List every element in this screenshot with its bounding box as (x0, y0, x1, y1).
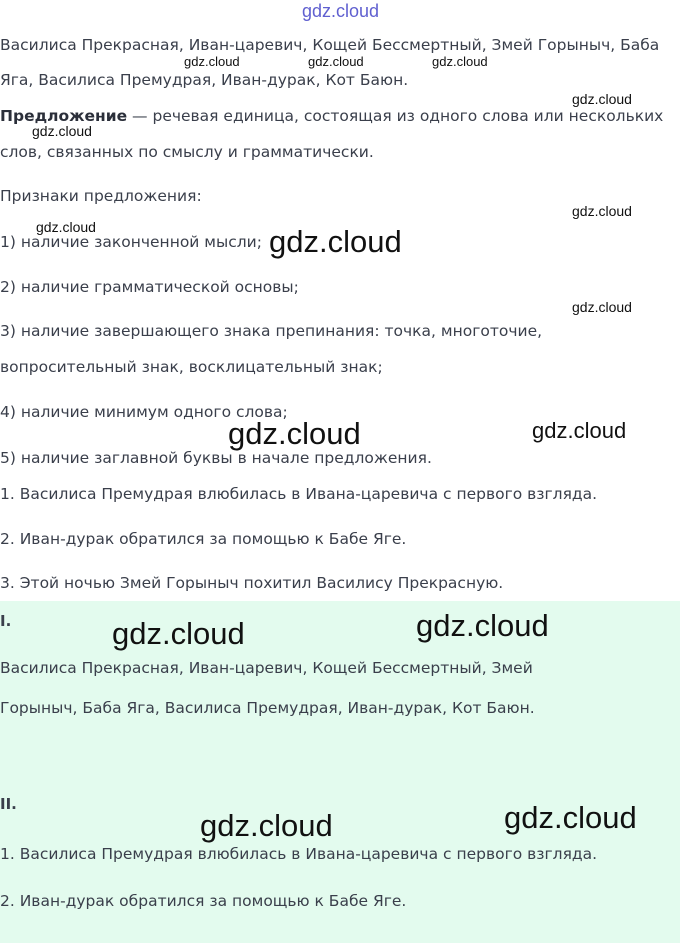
sign-item: вопросительный знак, восклицательный знак; (0, 358, 383, 376)
answer-part1-line-2: Горыныч, Баба Яга, Василиса Премудрая, Иван-дурак, Кот Баюн. (0, 699, 535, 717)
sign-item: 1) наличие законченной мысли; (0, 233, 262, 251)
watermark: gdz.cloud (504, 800, 637, 835)
watermark: gdz.cloud (416, 608, 549, 643)
sentence-item: 2. Иван-дурак обратился за помощью к Бабе Яге. (0, 530, 407, 548)
watermark: gdz.cloud (269, 224, 402, 259)
answer-part2-label: II. (0, 795, 17, 813)
intro-line-2: Яга, Василиса Премудрая, Иван-дурак, Кот Баюн. (0, 71, 409, 89)
sign-item: 3) наличие завершающего знака препинания: точка, многоточие, (0, 322, 543, 340)
watermark: gdz.cloud (532, 418, 627, 443)
answer-part2-item: 1. Василиса Премудрая влюбилась в Ивана-царевича с первого взгляда. (0, 845, 598, 863)
watermark-top: gdz.cloud (302, 1, 380, 21)
sentence-item: 1. Василиса Премудрая влюбилась в Ивана-царевича с первого взгляда. (0, 485, 598, 503)
answer-part1-label: I. (0, 612, 12, 630)
watermark: gdz.cloud (184, 54, 240, 69)
answer-section (0, 601, 680, 943)
definition-text: — речевая единица, состоящая из одного слова или нескольких (127, 107, 664, 125)
watermark: gdz.cloud (112, 616, 245, 651)
sign-item: 5) наличие заглавной буквы в начале предложения. (0, 449, 432, 467)
watermark: gdz.cloud (432, 54, 488, 69)
watermark: gdz.cloud (308, 54, 364, 69)
answer-part2-item: 2. Иван-дурак обратился за помощью к Бабе Яге. (0, 892, 407, 910)
definition-line-2: слов, связанных по смыслу и грамматически. (0, 143, 374, 161)
sentence-item: 3. Этой ночью Змей Горыныч похитил Василису Прекрасную. (0, 574, 504, 592)
definition-term: Предложение (0, 107, 128, 125)
watermark: gdz.cloud (36, 219, 96, 235)
answer-part1-line-1: Василиса Прекрасная, Иван-царевич, Кощей Бессмертный, Змей (0, 659, 533, 677)
watermark: gdz.cloud (572, 203, 632, 219)
definition-line-1 (0, 106, 663, 126)
signs-heading: Признаки предложения: (0, 187, 202, 205)
sign-item: 4) наличие минимум одного слова; (0, 403, 288, 421)
sign-item: 2) наличие грамматической основы; (0, 278, 299, 296)
intro-line-1: Василиса Прекрасная, Иван-царевич, Кощей Бессмертный, Змей Горыныч, Баба (0, 36, 660, 54)
watermark: gdz.cloud (228, 416, 361, 451)
watermark: gdz.cloud (572, 91, 632, 107)
watermark: gdz.cloud (572, 299, 632, 315)
watermark: gdz.cloud (200, 808, 333, 843)
watermark: gdz.cloud (32, 123, 92, 139)
